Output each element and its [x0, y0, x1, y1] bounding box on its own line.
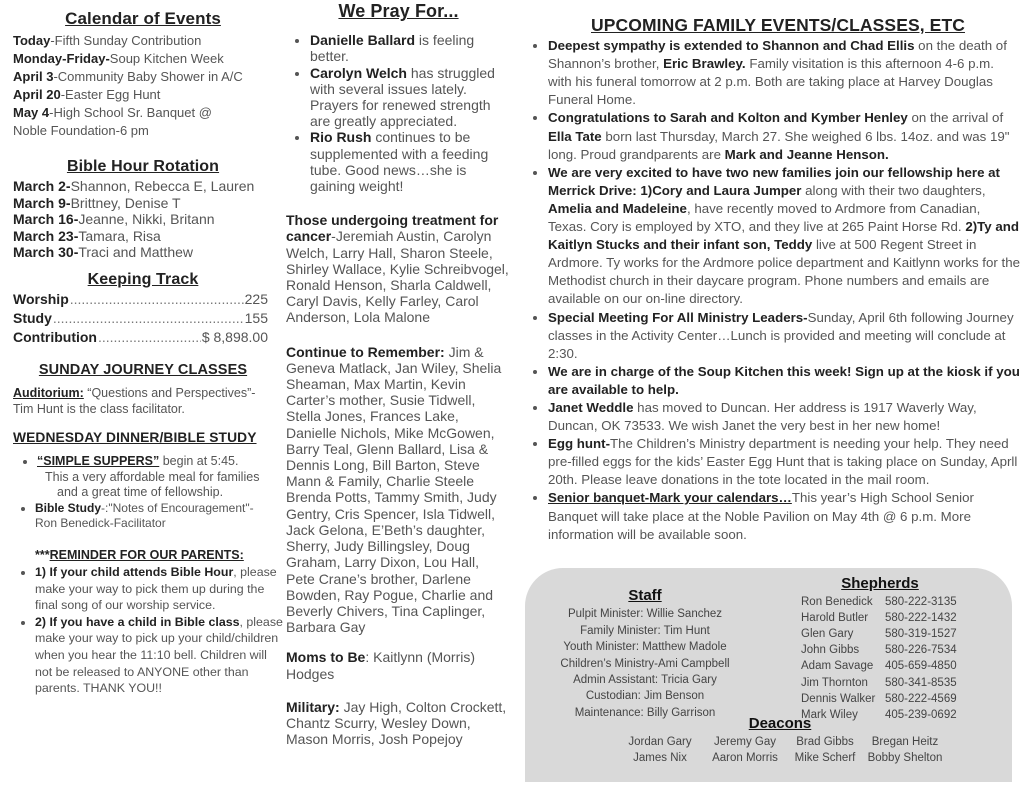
wednesday-item: • “SIMPLE SUPPERS” begin at 5:45. This a very affordable meal for families and a great time of fellowship. — [37, 454, 273, 501]
reminder-heading: ***REMINDER FOR OUR PARENTS: — [35, 547, 244, 562]
wednesday-title: WEDNESDAY DINNER/BIBLE STUDY — [13, 429, 257, 445]
left-column — [13, 0, 283, 697]
event-item: • We are very excited to have two new families join our fellowship here at Merrick Drive: 1)Cory and Laura Jumper along with their two daughters, Amelia and Madeleine, have recently moved to Ardmore from Canadian, Texas. Cory is employed by XTO, and they live at 265 Paint Horse Rd. 2)Ty and Kaitlyn Stucks and their infant son, Teddy live at 500 Regent Street in Ardmore. Ty works for the Ardmore police department and Kaitlynn works for the Methodist church in their daycare program. Phone numbers and emails are available on our on-line directory. — [548, 164, 1020, 309]
calendar-item: Monday-Friday-Soup Kitchen Week — [13, 51, 224, 66]
staff-item: Admin Assistant: Tricia Gary — [573, 674, 717, 687]
wednesday-list — [13, 454, 273, 532]
deacon-name: Jeremy Gay — [714, 736, 776, 748]
calendar-item: May 4-High School Sr. Banquet @ — [13, 105, 212, 120]
rotation-item: March 2-Shannon, Rebecca E, Lauren — [13, 178, 255, 194]
rotation-item: March 30-Traci and Matthew — [13, 244, 193, 261]
calendar-item: Today-Fifth Sunday Contribution — [13, 33, 202, 48]
staff-item: Children’s Ministry-Ami Campbell — [560, 657, 730, 670]
rotation-title: Bible Hour Rotation — [66, 158, 220, 175]
shepherd-row: Glen Gary 580-319-1527 — [801, 628, 957, 641]
staff-section — [545, 588, 745, 721]
event-item: • Senior banquet-Mark your calendars…This year’s High School Senior Banquet will take place at the Noble Pavilion on May 4th @ 6 p.m. More information will be available soon. — [548, 489, 1020, 543]
pray-item: • Rio Rush continues to be supplemented with a feeding tube. Good news…she is gaining weight! — [310, 129, 511, 194]
reminder-list — [13, 564, 285, 697]
deacons-grid — [615, 734, 945, 766]
staff-item: Family Minister: Tim Hunt — [580, 624, 710, 637]
deacons-title: Deacons — [748, 715, 812, 732]
staff-item: Youth Minister: Matthew Madole — [563, 641, 727, 654]
deacon-name: Bregan Heitz — [871, 736, 939, 748]
calendar-item: April 20-Easter Egg Hunt — [13, 87, 161, 102]
calendar-item-continuation: Noble Foundation-6 pm — [13, 123, 149, 138]
reminder-item: • 1) If your child attends Bible Hour, please make your way to pick them up during the final song of our worship service. — [35, 564, 285, 614]
shepherd-row: Jim Thornton 580-341-8535 — [801, 676, 957, 689]
event-item: • Special Meeting For All Ministry Leaders-Sunday, April 6th following Journey classes in the Activity Center…Lunch is provided and meeting will conclude at 2:30. — [548, 309, 1020, 363]
journey-text: Auditorium: “Questions and Perspectives”- Tim Hunt is the class facilitator. — [13, 385, 256, 416]
events-list — [536, 37, 1020, 544]
pray-title: We Pray For... — [338, 1, 459, 21]
rotation-list — [13, 178, 273, 261]
shepherd-row: Ron Benedick 580-222-3135 — [801, 596, 957, 609]
event-item: • Egg hunt-The Children’s Ministry department is needing your help. They need pre-filled eggs for the kids’ Easter Egg Hunt that is taking place on Sunday, Aprll 20th. Please leave donations in the tote located in the mail room. — [548, 435, 1020, 489]
tally-row-study: Study ..... 155 — [13, 309, 268, 328]
remember-paragraph: Continue to Remember: Jim & Geneva Matlack, Jan Wiley, Shelia Sheaman, Max Martin, Kevin Carter’s mother, Susie Tidwell, Stella Jones, Frances Lake, Danielle Nichols, Mike McGowen, Barry Teal, Glenn Ballard, Lisa & Dennis Long, Bill Barton, Steve Mann & Family, Charlie Steele Brenda Potts, Tammy Smith, Judy Gentry, Cris Spencer, Isla Tidwell, Jack Gelona, E’Beth’s daughter, Sherry, Judy Billingsley, Doug Graham, Larry Dixon, Lou Hall, Pete Crane’s brother, Darlene Bowden, Ray Pogue, Charlie and Beverly Chivers, Tina Caplinger, Barbara Gay — [286, 343, 502, 636]
staff-title: Staff — [628, 587, 662, 604]
contacts-box — [525, 568, 1012, 782]
tally-row-worship: Worship ..... 225 — [13, 290, 268, 309]
cancer-paragraph: Those undergoing treatment for cancer-Jeremiah Austin, Carolyn Welch, Larry Hall, Sharon Steele, Shirley Wallace, Kylie Schreibvogel, Ronald Henson, Sharla Caldwell, Caryl Davis, Kelly Farley, Carol Anderson, Lola Malone — [286, 212, 509, 326]
staff-item: Custodian: Jim Benson — [585, 690, 705, 703]
deacons-section — [615, 716, 945, 766]
shepherd-row: Harold Butler 580-222-1432 — [801, 612, 957, 625]
reminder-item: • 2) If you have a child in Bible class, please make your way to pick up your child/children when you hear the 11:10 bell. Children will not be released to ANYONE other than parents. THANK YOU!! — [35, 614, 285, 697]
shepherd-row: Mark Wiley 405-239-0692 — [801, 708, 957, 721]
rotation-item: March 9-Brittney, Denise T — [13, 194, 181, 211]
military-paragraph: Military: Jay High, Colton Crockett, Chantz Scurry, Wesley Down, Mason Morris, Josh Popejoy — [286, 698, 507, 748]
calendar-list — [13, 32, 273, 140]
calendar-title: Calendar of Events — [65, 9, 221, 28]
pray-list — [286, 32, 511, 194]
pray-item: • Danielle Ballard is feeling better. — [310, 32, 511, 64]
keeping-track-list — [13, 290, 268, 347]
shepherds-title: Shepherds — [841, 575, 919, 592]
events-title: UPCOMING FAMILY EVENTS/CLASSES, ETC — [591, 15, 965, 35]
event-item: • Deepest sympathy is extended to Shannon and Chad Ellis on the death of Shannon’s brother, Eric Brawley. Family visitation is this afternoon 4-6 p.m. with his funeral tomorrow at 2 p.m. Both are taking place at Harvey Douglas Funeral Home. — [548, 37, 1020, 109]
event-item: • Janet Weddle has moved to Duncan. Her address is 1917 Waverly Way, Duncan, OK 73533. We wish Janet the very best in her new home! — [548, 399, 1020, 435]
shepherd-row: Dennis Walker 580-222-4569 — [801, 692, 957, 705]
middle-column — [286, 0, 511, 747]
pray-item: • Carolyn Welch has struggled with several issues lately. Prayers for renewed strength are greatly appreciated. — [310, 65, 511, 130]
staff-item: Maintenance: Billy Garrison — [574, 706, 716, 719]
shepherd-row: Adam Savage 405-659-4850 — [801, 660, 957, 673]
deacon-name: Jordan Gary — [628, 736, 692, 748]
rotation-item: March 23-Tamara, Risa — [13, 227, 161, 244]
journey-title: SUNDAY JOURNEY CLASSES — [38, 361, 248, 378]
right-column — [536, 0, 1020, 544]
tally-row-contribution: Contribution ..... $ 8,898.00 — [13, 328, 268, 347]
wednesday-item: • Bible Study-:"Notes of Encouragement"- Ron Benedick-Facilitator — [35, 501, 273, 532]
dot-leader — [98, 328, 201, 347]
shepherds-section — [795, 576, 965, 723]
moms-paragraph: Moms to Be: Kaitlynn (Morris) Hodges — [286, 649, 476, 682]
deacon-name: Mike Scherf — [794, 752, 856, 764]
rotation-item: March 16-Jeanne, Nikki, Britann — [13, 211, 215, 228]
calendar-item: April 3-Community Baby Shower in A/C — [13, 69, 243, 84]
deacon-name: Aaron Morris — [712, 752, 778, 764]
deacon-name: Brad Gibbs — [796, 736, 854, 748]
event-item: • Congratulations to Sarah and Kolton and Kymber Henley on the arrival of Ella Tate born last Thursday, March 27. She weighed 6 lbs. 14oz. and was 19" long. Proud grandparents are Mark and Jeanne Henson. — [548, 109, 1020, 163]
staff-item: Pulpit Minister: Willie Sanchez — [567, 608, 723, 621]
event-item: • We are in charge of the Soup Kitchen this week! Sign up at the kiosk if you are available to help. — [548, 363, 1020, 399]
dot-leader — [53, 309, 244, 328]
shepherd-row: John Gibbs 580-226-7534 — [801, 644, 957, 657]
keeping-track-title: Keeping Track — [87, 270, 199, 288]
deacon-name: James Nix — [633, 752, 687, 764]
deacon-name: Bobby Shelton — [867, 752, 943, 764]
dot-leader — [70, 290, 244, 309]
